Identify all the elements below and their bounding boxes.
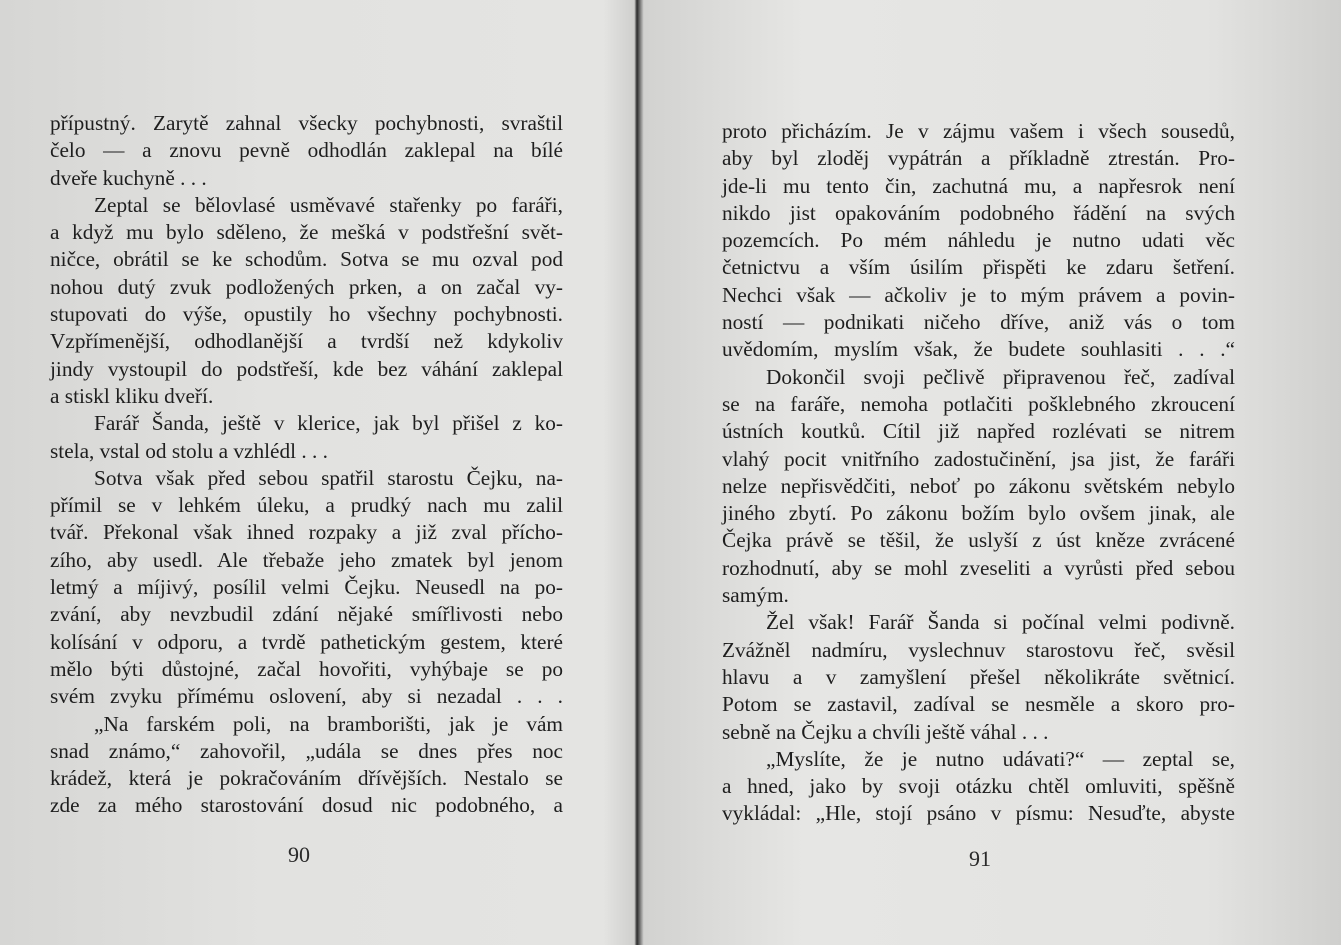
text-line: stupovati do výše, opustily ho všechny pochybnosti.: [50, 302, 563, 327]
right-page: [642, 0, 1341, 945]
text-line: ničce, obrátil se ke schodům. Sotva se mu ozval pod: [50, 247, 563, 272]
text-line: mělo býti důstojné, začal hovořiti, vyhýbaje se po: [50, 656, 563, 681]
text-line: se na faráře, nemoha potlačiti pošklebného zkroucení: [722, 391, 1235, 416]
text-line: Sotva však před sebou spatřil starostu Čejku, na-: [94, 465, 563, 490]
text-line: Zeptal se bělovlasé usměvavé stařenky po faráři,: [94, 192, 563, 217]
text-line: zího, aby usedl. Ale třebaže jeho zmatek byl jenom: [50, 547, 563, 572]
text-line: samým.: [722, 583, 789, 608]
text-line: nikdo jist opakováním podobného řádění na svých: [722, 200, 1235, 225]
text-line: stela, vstal od stolu a vzhlédl . . .: [50, 438, 328, 463]
text-line: Nechci však — ačkoliv je to mým právem a povin-: [722, 282, 1235, 307]
text-line: hlavu a v zamyšlení přešel několikráte světnicí.: [722, 664, 1235, 689]
text-line: snad známo,“ zahovořil, „udála se dnes přes noc: [50, 738, 563, 763]
text-line: Potom se zastavil, zadíval se nesměle a skoro pro-: [722, 692, 1235, 717]
text-line: jiného zbytí. Po zákonu božím bylo ovšem jinak, ale: [722, 501, 1235, 526]
text-line: Farář Šanda, ještě v klerice, jak byl přišel z ko-: [94, 411, 563, 436]
text-line: tvář. Překonal však ihned rozpaky a již zval přícho-: [50, 520, 563, 545]
text-line: aby byl zloděj vypátrán a příkladně ztrestán. Pro-: [722, 146, 1235, 171]
text-line: čelo — a znovu pevně odhodlán zaklepal na bílé: [50, 138, 563, 163]
text-line: zde za mého starostování dosud nic podobného, a: [50, 793, 563, 818]
left-page-text: [50, 110, 563, 820]
text-line: Vzpřímenější, odhodlanější a tvrdší než kdykoliv: [50, 329, 563, 354]
right-page-number: 91: [969, 846, 991, 871]
text-line: ností — podnikati ničeho dříve, aniž vás o tom: [722, 310, 1235, 335]
text-line: uvědomím, myslím však, že budete souhlasiti . . .“: [722, 337, 1235, 362]
right-page-text: [722, 118, 1235, 828]
text-line: a stiskl kliku dveří.: [50, 383, 214, 408]
text-line: kolísání v odporu, a tvrdě pathetickým gestem, které: [50, 629, 563, 654]
text-line: „Myslíte, že je nutno udávati?“ — zeptal se,: [766, 746, 1235, 771]
text-line: četnictvu a vším úsilím přispěti ke zdaru šetření.: [722, 255, 1235, 280]
text-line: Zvážněl nadmíru, vyslechnuv starostovu řeč, svěsil: [722, 637, 1235, 662]
text-line: svém zvyku přímému oslovení, aby si nezadal . . .: [50, 684, 563, 709]
text-line: jindy vystoupil do podstřeší, kde bez váhání zaklepal: [50, 356, 563, 381]
text-line: jde-li mu tento čin, zachutná mu, a napřesrok není: [722, 173, 1235, 198]
text-line: proto přicházím. Je v zájmu vašem i všech sousedů,: [722, 119, 1235, 143]
text-line: krádež, která je pokračováním dřívějších. Nestalo se: [50, 766, 563, 791]
text-line: sebně na Čejku a chvíli ještě váhal . . .: [722, 719, 1049, 744]
text-line: vykládal: „Hle, stojí psáno v písmu: Nesuďte, abyste: [722, 801, 1235, 826]
text-line: nelze nepřisvědčiti, neboť po zákonu světském nebylo: [722, 473, 1235, 498]
text-line: Dokončil svoji pečlivě připravenou řeč, zadíval: [766, 364, 1235, 389]
text-line: ústních koutků. Cítil již napřed rozlévati se nitrem: [722, 419, 1235, 444]
text-line: pozemcích. Po mém náhledu je nutno udati věc: [722, 228, 1235, 253]
text-line: přípustný. Zarytě zahnal všecky pochybnosti, svraštil: [50, 111, 563, 135]
text-line: letmý a míjivý, posílil velmi Čejku. Neusedl na po-: [50, 575, 563, 600]
text-line: zvání, aby nevzbudil zdání nějaké smířlivosti nebo: [50, 602, 563, 627]
text-line: přímil se v lehkém úleku, a prudký nach mu zalil: [50, 493, 563, 518]
text-line: rozhodnutí, aby se mohl zveseliti a vyrůsti před sebou: [722, 555, 1235, 580]
text-line: „Na farském poli, na bramborišti, jak je vám: [94, 711, 563, 736]
text-line: dveře kuchyně . . .: [50, 165, 207, 190]
text-line: Čejka právě se těšil, že uslyší z úst kněze zvrácené: [722, 528, 1235, 553]
text-line: a když mu bylo sděleno, že mešká v podstřešní svět-: [50, 220, 563, 245]
left-page: [0, 0, 634, 945]
text-line: Žel však! Farář Šanda si počínal velmi podivně.: [766, 610, 1235, 635]
text-line: nohou dutý zvuk podložených prken, a on začal vy-: [50, 274, 563, 299]
text-line: vlahý pocit vnitřního zadostučinění, jsa jist, že faráři: [722, 446, 1235, 471]
text-line: a hned, jako by svoji otázku chtěl omluviti, spěšně: [722, 774, 1235, 799]
left-page-number: 90: [288, 842, 310, 867]
